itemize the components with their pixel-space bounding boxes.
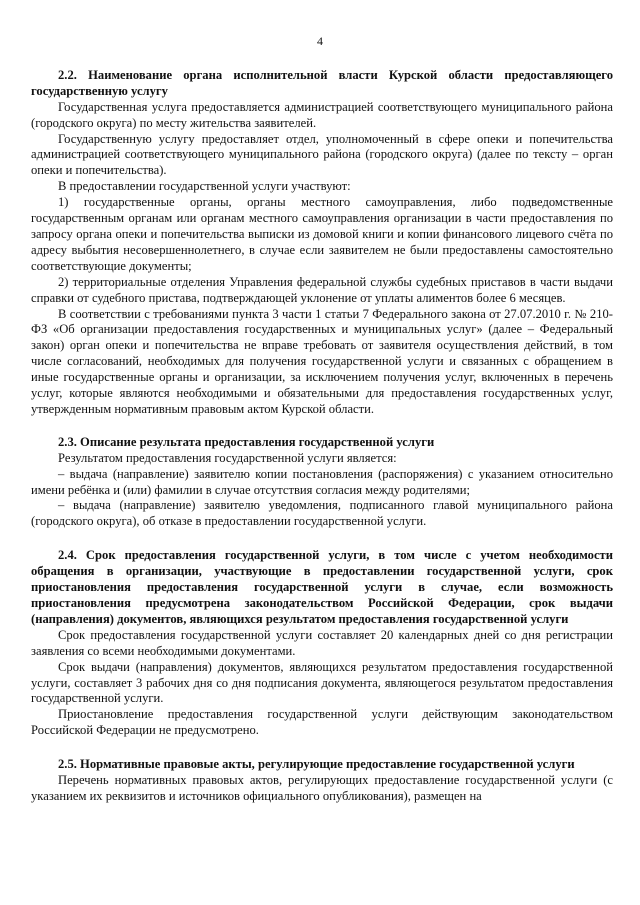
paragraph: Результатом предоставления государственной услуги является: — [58, 450, 397, 465]
section-2-3 — [31, 435, 613, 530]
paragraph: Срок выдачи (направления) документов, являющихся результатом предоставления государственной услуги, составляет 3 рабочих дня со дня подписания документа, являющегося результатом предоставления государственной услуги. — [31, 659, 613, 706]
paragraph: 1) государственные органы, органы местного самоуправления, либо подведомственные государственным органам или органам местного самоуправления организации в части предоставления по запросу органа опеки и попечительства выписки из домовой книги и копии финансового лицевого счёта по адресу выбытия несовершеннолетнего, в случае если заявителем не были предоставлены самостоятельно соответствующие документы; — [31, 195, 613, 273]
paragraph: Государственная услуга предоставляется администрацией соответствующего муниципального района (городского округа) по месту жительства заявителей. — [31, 99, 613, 130]
page-number: 4 — [317, 34, 323, 48]
paragraph: Срок предоставления государственной услуги составляет 20 календарных дней со дня регистрации заявления со всеми необходимыми документами. — [31, 627, 613, 658]
section-spacer — [31, 418, 613, 435]
section-heading: 2.4. Срок предоставления государственной услуги, в том числе с учетом необходимости обращения в организации, участвующие в предоставлении государственной услуги, срок приостановления предоставления государственной услуги в случае, если возможность приостановления предусмотрена законодательством Российской Федерации, срок выдачи (направления) документов, являющихся результатом предоставления государственной услуги — [31, 548, 613, 626]
section-2-5 — [31, 757, 613, 805]
section-spacer — [31, 739, 613, 757]
paragraph: Перечень нормативных правовых актов, регулирующих предоставление государственной услуги (с указанием их реквизитов и источников официального опубликования), размещен на — [31, 773, 613, 803]
paragraph: Приостановление предоставления государственной услуги действующим законодательством Российской Федерации не предусмотрено. — [31, 707, 613, 738]
paragraph: – выдача (направление) заявителю копии постановления (распоряжения) с указанием относительно имени ребёнка и (или) фамилии в случае отсутствия согласия между родителями; — [31, 466, 613, 497]
document-page — [31, 34, 613, 805]
paragraph: В предоставлении государственной услуги участвуют: — [58, 179, 351, 194]
paragraph: В соответствии с требованиями пункта 3 части 1 статьи 7 Федерального закона от 27.07.2010 г. № 210-ФЗ «Об организации предоставления государственных и муниципальных услуг» (далее – Федеральный закон) орган опеки и попечительства не вправе требовать от заявителя осуществления действий, в том числе согласований, необходимых для получения государственной услуги и связанных с обращением в иные государственные органы и организации, за исключением получения услуг, включенных в перечень услуг, которые являются необходимыми и обязательными для предоставления государственных услуг, утвержденным нормативным правовым актом Курской области. — [31, 306, 613, 416]
section-2-4 — [31, 548, 613, 739]
paragraph: Государственную услугу предоставляет отдел, уполномоченный в сфере опеки и попечительства администрацией соответствующего муниципального района (городского округа) (далее по тексту – орган опеки и попечительства). — [31, 131, 613, 178]
section-spacer — [31, 530, 613, 548]
section-2-2 — [31, 68, 613, 418]
section-heading: 2.2. Наименование органа исполнительной власти Курской области предоставляющего государственную услугу — [31, 67, 613, 98]
section-heading: 2.3. Описание результата предоставления государственной услуги — [58, 434, 435, 449]
section-heading: 2.5. Нормативные правовые акты, регулирующие предоставление государственной услуги — [58, 757, 575, 772]
paragraph: – выдача (направление) заявителю уведомления, подписанного главой муниципального района (городского округа), об отказе в предоставлении государственной услуги. — [31, 498, 613, 529]
paragraph: 2) территориальные отделения Управления федеральной службы судебных приставов в части выдачи справки от судебного пристава, подтверждающей уклонение от уплаты алиментов более 6 месяцев. — [31, 274, 613, 305]
